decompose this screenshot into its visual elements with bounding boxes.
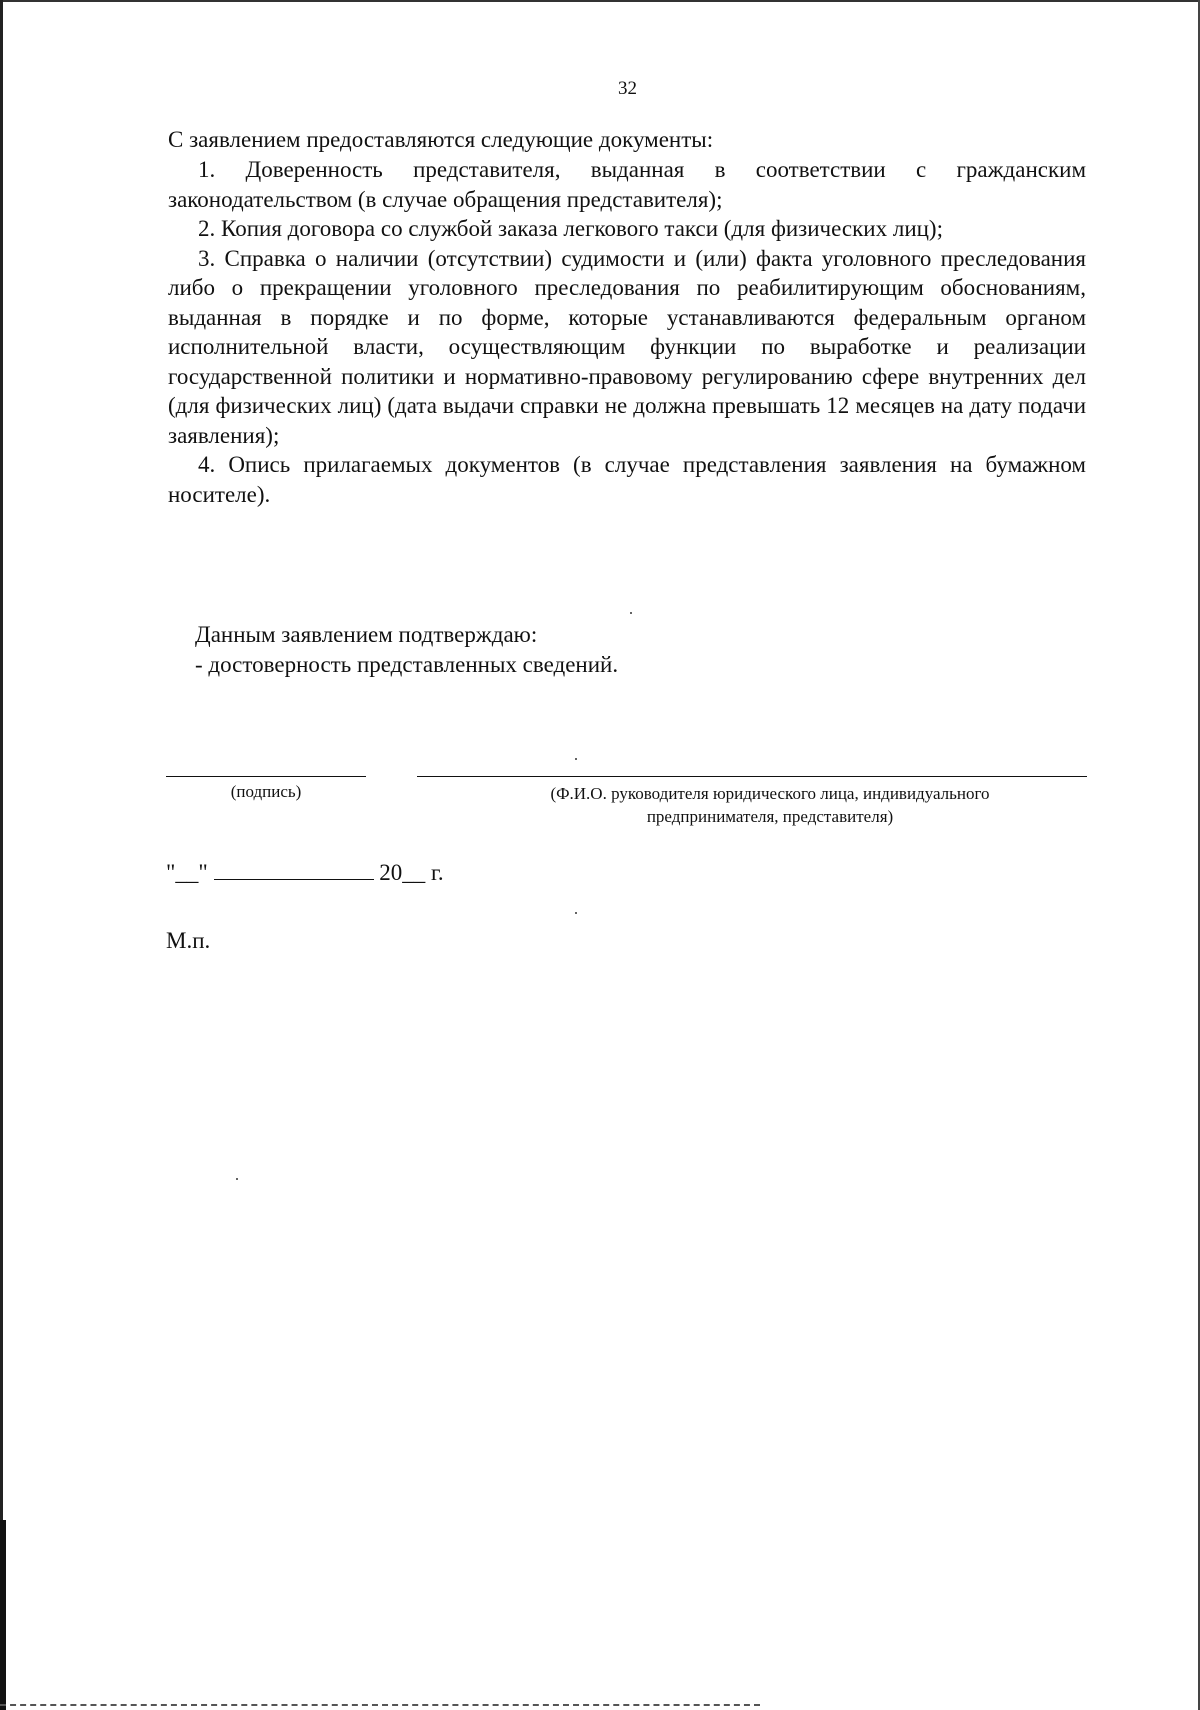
confirmation-heading: Данным заявлением подтверждаю: (195, 622, 538, 647)
date-open-quote: " (166, 860, 176, 885)
full-name-line (417, 776, 1087, 777)
date-close-quote: " (198, 860, 208, 885)
scan-edge-top (0, 0, 1200, 2)
scan-speck (575, 758, 577, 760)
confirmation-point: - достоверность представленных сведений. (195, 652, 619, 677)
scan-edge-left-lower (0, 1520, 6, 1710)
stamp-place: М.п. (166, 928, 211, 953)
date-month-blank (214, 861, 374, 880)
signature-line (166, 776, 366, 777)
intro-line: С заявлением предоставляются следующие документы: (168, 127, 714, 152)
date-year-suffix: г. (431, 860, 444, 885)
date-line (166, 860, 444, 886)
list-item: 3. Справка о наличии (отсутствии) судимости и (или) факта уголовного преследования либо о прекращении уголовного преследования по реабилитирующим обоснованиям, выданная в порядке и по форме, которые устанавливаются федеральным органом исполнительной власти, осуществляющим функции по выработке и реализации государственной политики и нормативно-правовому регулированию сфере внутренних дел (для физических лиц) (дата выдачи справки не должна превышать 12 месяцев на дату подачи заявления); (168, 245, 1086, 448)
list-item: 1. Доверенность представителя, выданная в соответствии с гражданским законодательством (в случае обращения представителя); (168, 157, 1086, 212)
scan-speck (575, 912, 577, 914)
list-item: 2. Копия договора со службой заказа легкового такси (для физических лиц); (198, 216, 943, 241)
document-list (168, 155, 1086, 509)
page-number: 32 (618, 78, 637, 99)
date-day-blank: __ (175, 860, 199, 885)
scan-edge-bottom (0, 1704, 760, 1706)
date-year-blank: __ (402, 860, 426, 885)
signature-caption: (подпись) (230, 782, 302, 801)
scan-edge-left (0, 0, 3, 1710)
full-name-caption-line1: (Ф.И.О. руководителя юридического лица, индивидуального (550, 784, 990, 803)
full-name-caption-line2: предпринимателя, представителя) (646, 807, 894, 826)
scan-speck (236, 1178, 238, 1180)
date-year-prefix: 20 (379, 860, 403, 885)
scan-speck (630, 612, 632, 614)
full-name-caption (480, 782, 1060, 828)
confirmation-block (195, 620, 618, 680)
list-item: 4. Опись прилагаемых документов (в случае представления заявления на бумажном носителе). (168, 452, 1086, 507)
